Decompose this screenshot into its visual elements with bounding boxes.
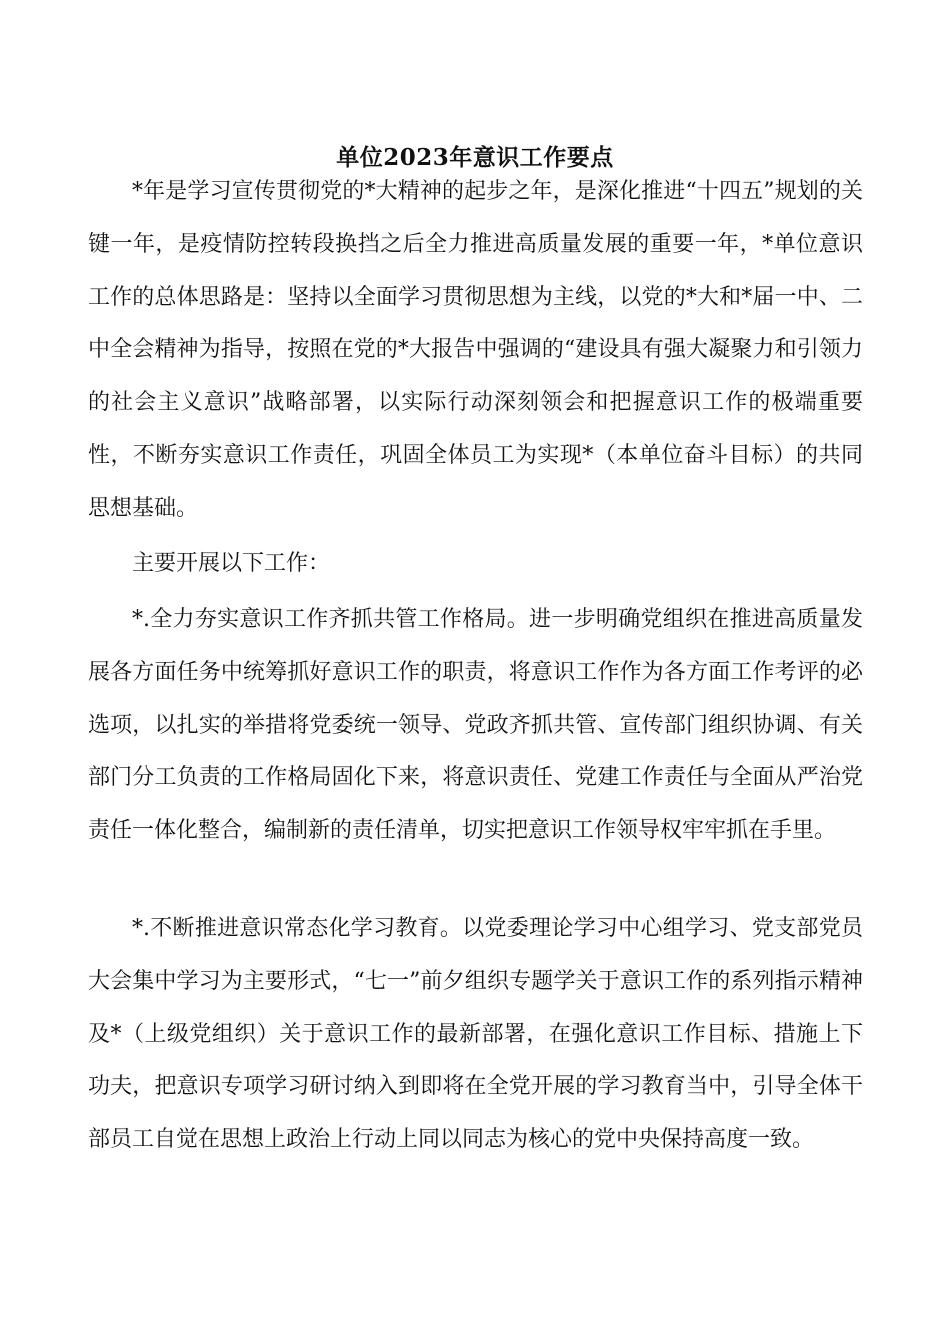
section-intro-paragraph: 主要开展以下工作： — [132, 551, 331, 576]
work-item-1-paragraph: *.全力夯实意识工作齐抓共管工作格局。进一步明确党组织在推进高质量发展各方面任务中统筹抓好意识工作的职责，将意识工作作为各方面工作考评的必选项，以扎实的举措将党委统一领导、党政齐抓共管、宣传部门组织协调、有关部门分工负责的工作格局固化下来，将意识责任、党建工作责任与全面从严治党责任一体化整合，编制新的责任清单，切实把意识工作领导权牢牢抓在手里。 — [88, 607, 863, 844]
document-title: 单位2023年意识工作要点 — [336, 144, 614, 171]
intro-paragraph: *年是学习宣传贯彻党的*大精神的起步之年，是深化推进“十四五”规划的关键一年，是疫情防控转段换挡之后全力推进高质量发展的重要一年，*单位意识工作的总体思路是：坚持以全面学习贯彻思想为主线，以党的*大和*届一中、二中全会精神为指导，按照在党的*大报告中强调的“建设具有强大凝聚力和引领力的社会主义意识”战略部署，以实际行动深刻领会和把握意识工作的极端重要性，不断夯实意识工作责任，巩固全体员工为实现*（本单位奋斗目标）的共同思想基础。 — [88, 179, 863, 521]
work-item-2-paragraph: *.不断推进意识常态化学习教育。以党委理论学习中心组学习、党支部党员大会集中学习为主要形式，“七一”前夕组织专题学关于意识工作的系列指示精神及*（上级党组织）关于意识工作的最新部署，在强化意识工作目标、措施上下功夫，把意识专项学习研讨纳入到即将在全党开展的学习教育当中，引导全体干部员工自觉在思想上政治上行动上同以同志为核心的党中央保持高度一致。 — [88, 916, 863, 1153]
